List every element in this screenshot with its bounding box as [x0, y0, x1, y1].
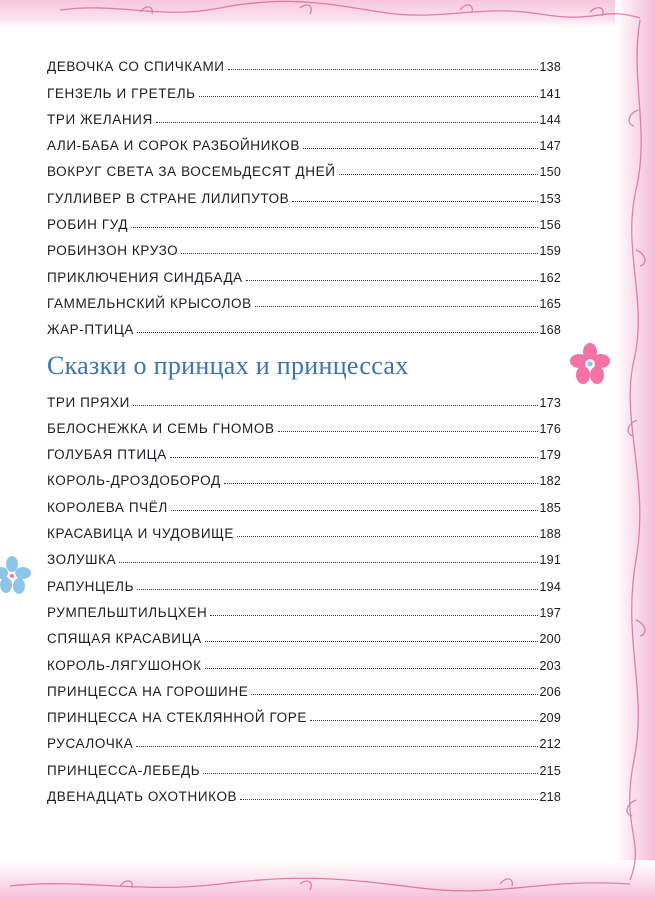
- dot-leader: [210, 615, 537, 616]
- toc-entry-page-number: 191: [539, 553, 561, 568]
- toc-entry-page-number: 197: [539, 605, 561, 620]
- toc-entry-page-number: 173: [539, 395, 561, 410]
- toc-entry-title: РОБИНЗОН КРУЗО: [47, 243, 179, 259]
- toc-entry-title: РУСАЛОЧКА: [47, 736, 134, 752]
- toc-entry-page-number: 215: [539, 763, 561, 778]
- toc-entry: [47, 101, 561, 127]
- dot-leader: [228, 69, 538, 70]
- dot-leader: [255, 306, 538, 307]
- dot-leader: [137, 332, 538, 333]
- dot-leader: [136, 746, 537, 747]
- toc-entry-title: КОРОЛЕВА ПЧЁЛ: [47, 499, 168, 515]
- toc-entry-page-number: 147: [539, 139, 561, 154]
- toc-entry: [47, 541, 561, 567]
- toc-entry-title: КОРОЛЬ-ДРОЗДОБОРОД: [47, 473, 221, 489]
- toc-entry-page-number: 218: [539, 790, 561, 805]
- toc-entry-page-number: 144: [539, 112, 561, 127]
- toc-entry: [47, 179, 561, 205]
- toc-entry: [47, 410, 561, 436]
- toc-entry: [47, 488, 561, 514]
- dot-leader: [205, 668, 538, 669]
- toc-entry: [47, 74, 561, 100]
- toc-entry-title: ЗОЛУШКА: [47, 552, 117, 568]
- toc-entry-page-number: 162: [539, 270, 561, 285]
- toc-entry-title: ДЕВОЧКА СО СПИЧКАМИ: [47, 59, 225, 75]
- dot-leader: [310, 720, 538, 721]
- toc-entry-title: ВОКРУГ СВЕТА ЗА ВОСЕМЬДЕСЯТ ДНЕЙ: [47, 164, 336, 180]
- toc-entry-title: РУМПЕЛЬШТИЛЬЦХЕН: [47, 604, 208, 620]
- dot-leader: [303, 148, 538, 149]
- toc-entry-title: БЕЛОСНЕЖКА И СЕМЬ ГНОМОВ: [47, 420, 275, 436]
- toc-entry: [47, 567, 561, 593]
- toc-entry-title: ГУЛЛИВЕР В СТРАНЕ ЛИЛИПУТОВ: [47, 190, 290, 206]
- toc-entry-title: ГАММЕЛЬНСКИЙ КРЫСОЛОВ: [47, 295, 252, 311]
- toc-entry-title: ГЕНЗЕЛЬ И ГРЕТЕЛЬ: [47, 85, 196, 101]
- toc-entry-title: ГОЛУБАЯ ПТИЦА: [47, 447, 167, 463]
- toc-entry-title: РОБИН ГУД: [47, 217, 129, 233]
- dot-leader: [199, 96, 538, 97]
- pink-flower-icon: [568, 342, 612, 386]
- toc-entry: [47, 48, 561, 74]
- toc-entry: [47, 620, 561, 646]
- dot-leader: [251, 694, 537, 695]
- toc-entry-page-number: 188: [539, 527, 561, 542]
- toc-entry-page-number: 200: [539, 632, 561, 647]
- toc-entry: [47, 594, 561, 620]
- dot-leader: [339, 174, 538, 175]
- toc-entry: [47, 436, 561, 462]
- toc-entry: [47, 258, 561, 284]
- toc-entry-title: КРАСАВИЦА И ЧУДОВИЩЕ: [47, 526, 235, 542]
- dot-leader: [240, 799, 537, 800]
- dot-leader: [133, 405, 538, 406]
- toc-entry-title: ТРИ ПРЯХИ: [47, 394, 130, 410]
- blue-flower-icon: [0, 555, 34, 597]
- dot-leader: [224, 483, 538, 484]
- toc-entry: [47, 646, 561, 672]
- toc-entry-title: СПЯЩАЯ КРАСАВИЦА: [47, 631, 202, 647]
- dot-leader: [181, 253, 537, 254]
- toc-entry-title: АЛИ-БАБА И СОРОК РАЗБОЙНИКОВ: [47, 138, 300, 154]
- toc-entry-page-number: 156: [539, 218, 561, 233]
- toc-entry: [47, 462, 561, 488]
- toc-entry-page-number: 194: [539, 579, 561, 594]
- dot-leader: [171, 510, 538, 511]
- dot-leader: [131, 227, 537, 228]
- toc-entry: [47, 153, 561, 179]
- toc-entry-page-number: 138: [539, 60, 561, 75]
- dot-leader: [156, 122, 538, 123]
- toc-entry-page-number: 168: [539, 323, 561, 338]
- dot-leader: [137, 589, 537, 590]
- toc-entry: [47, 778, 561, 804]
- toc-entry-title: ПРИНЦЕССА-ЛЕБЕДЬ: [47, 762, 201, 778]
- dot-leader: [292, 201, 537, 202]
- toc-group-princes-princesses: [47, 383, 561, 804]
- toc-entry-page-number: 165: [539, 296, 561, 311]
- toc-entry-page-number: 179: [539, 448, 561, 463]
- section-heading: Сказки о принцах и принцессах: [47, 351, 409, 381]
- dot-leader: [237, 536, 538, 537]
- toc-entry-page-number: 182: [539, 474, 561, 489]
- toc-entry-title: ПРИНЦЕССА НА СТЕКЛЯННОЙ ГОРЕ: [47, 710, 307, 726]
- toc-entry: [47, 383, 561, 409]
- toc-entry: [47, 725, 561, 751]
- table-of-contents: [47, 48, 561, 804]
- toc-entry: [47, 206, 561, 232]
- toc-entry-page-number: 206: [539, 684, 561, 699]
- dot-leader: [246, 280, 538, 281]
- dot-leader: [278, 431, 538, 432]
- toc-entry-title: РАПУНЦЕЛЬ: [47, 578, 135, 594]
- toc-entry: [47, 127, 561, 153]
- toc-entry-title: КОРОЛЬ-ЛЯГУШОНОК: [47, 657, 202, 673]
- toc-entry-title: ЖАР-ПТИЦА: [47, 322, 135, 338]
- toc-entry-page-number: 185: [539, 500, 561, 515]
- dot-leader: [205, 641, 538, 642]
- toc-entry-page-number: 176: [539, 421, 561, 436]
- toc-entry-page-number: 203: [539, 658, 561, 673]
- toc-entry-title: ПРИНЦЕССА НА ГОРОШИНЕ: [47, 683, 249, 699]
- toc-entry-page-number: 150: [539, 165, 561, 180]
- toc-entry: [47, 232, 561, 258]
- toc-entry-page-number: 209: [539, 711, 561, 726]
- toc-entry-title: ПРИКЛЮЧЕНИЯ СИНДБАДА: [47, 269, 243, 285]
- toc-entry-title: ТРИ ЖЕЛАНИЯ: [47, 111, 153, 127]
- toc-entry-title: ДВЕНАДЦАТЬ ОХОТНИКОВ: [47, 789, 238, 805]
- toc-entry-page-number: 159: [539, 244, 561, 259]
- toc-entry: [47, 311, 561, 337]
- toc-entry: [47, 673, 561, 699]
- toc-entry: [47, 751, 561, 777]
- toc-group-adventures: [47, 48, 561, 337]
- toc-entry: [47, 515, 561, 541]
- toc-entry-page-number: 141: [539, 86, 561, 101]
- dot-leader: [203, 773, 537, 774]
- toc-entry-page-number: 153: [539, 191, 561, 206]
- toc-entry: [47, 699, 561, 725]
- toc-entry: [47, 285, 561, 311]
- dot-leader: [170, 457, 538, 458]
- dot-leader: [119, 562, 537, 563]
- toc-entry-page-number: 212: [539, 737, 561, 752]
